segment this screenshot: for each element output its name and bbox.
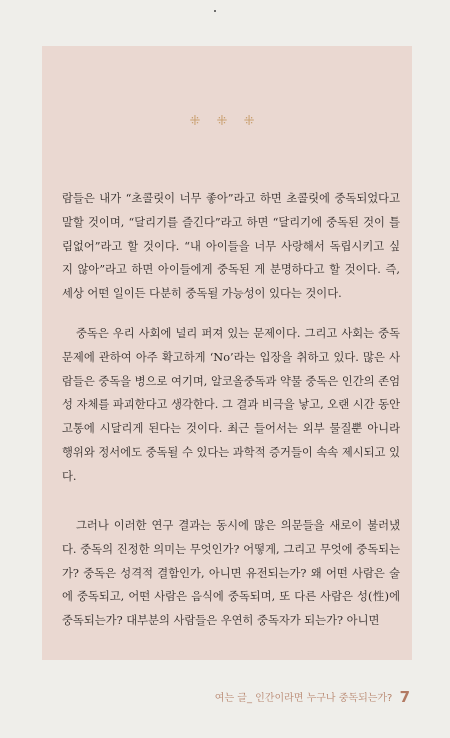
page-number: 7 — [399, 688, 410, 706]
paragraph-3: 그러나 이러한 연구 결과는 동시에 많은 의문들을 새로이 불러냈다. 중독의 진정한 의미는 무엇인가? 어떻게, 그리고 무엇에 중독되는가? 중독은 성격적 결함인가, 아니면 유전되는가? 왜 어떤 사람은 술에 중독되고, 어떤 사람은 음식에 중독되며, 또 다른 사람은 성(性)에 중독되는가? 대부분의 사람들은 우연히 중독자가 되는가? 아니면 — [62, 519, 400, 628]
running-footer — [215, 688, 410, 706]
print-mark — [214, 10, 216, 12]
paragraph-1: 람들은 내가 “초콜릿이 너무 좋아”라고 하면 초콜릿에 중독되었다고 말할 것이며, “달리기를 즐긴다”라고 하면 “달리기에 중독된 것이 틀림없어”라고 할 것이다. “내 아이들을 너무 사랑해서 독립시키고 싶지 않아”라고 하면 아이들에게 중독된 게 분명하다고 할 것이다. 즉, 세상 어떤 일이든 다분히 중독될 가능성이 있다는 것이다. — [62, 192, 400, 301]
footer-title: 여는 글_ 인간이라면 누구나 중독되는가? — [214, 693, 393, 704]
section-ornament: ⁜ ⁜ ⁜ — [189, 114, 261, 129]
paragraph-2: 중독은 우리 사회에 널리 퍼져 있는 문제이다. 그리고 사회는 중독 문제에 관하여 아주 확고하게 ‘No’라는 입장을 취하고 있다. 많은 사람들은 중독을 병으로 여기며, 알코올중독과 약물 중독은 인간의 존엄성 자체를 파괴한다고 생각한다. 그 결과 비극을 낳고, 오랜 시간 동안 고통에 시달리게 된다는 것이다. 최근 들어서는 외부 물질뿐 아니라 행위와 정서에도 중독될 수 있다는 과학적 증거들이 속속 제시되고 있다. — [62, 327, 400, 483]
